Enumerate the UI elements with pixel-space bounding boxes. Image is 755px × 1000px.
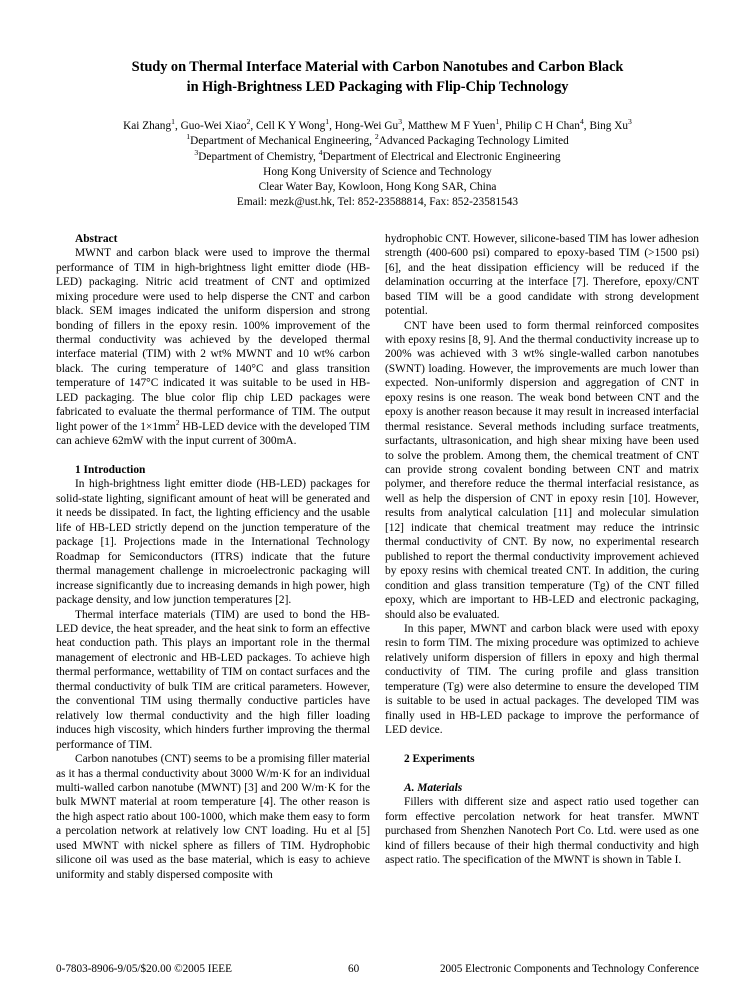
contact-line: Email: mezk@ust.hk, Tel: 852-23588814, Fax: 852-23581543 <box>236 196 519 209</box>
affiliation-line-1: $^1$Department of Mechanical Engineering, $^2$Advanced Packaging Technology Limited <box>186 132 569 148</box>
cnt-composites-paragraph: CNT have been used to form thermal reinforced composites with epoxy resins [8, 9]. And the thermal conductivity increase up to 200% was achieved with 3 wt% single-walled carbon nanotubes (SWNT) loading. However, the improvements are much lower than expected. Non-uniformly dispersion and aggregation of CNT in epoxy resins is one reason. The weak bond between CNT and the epoxy is another reason because it may result in increased interfacial thermal resistance. Several methods including surface treatments, surfactants, ultrasonication, and high shear mixing have been used to solve the problem. Among them, the chemical treatment of CNT can provide strong covalent bonding between CNT and matrix polymer, and therefore reduce the thermal interfacial resistance, as well as help the dispersion of CNT in epoxy resin [10]. However, results from analytical calculation [11] and molecular simulation [12] indicate that chemical treatment may reduce the intrinsic thermal conductivity of CNT. By now, no experimental research published to report the thermal conductivity improvement achieved by epoxy resins with chemical treated CNT. In addition, the curing condition and glass transition temperature (Tg) of the CNT filled epoxy, which are important to HB-LED and electronic packaging, should also be evaluated. <box>385 319 699 621</box>
author-affiliation-block <box>56 119 699 211</box>
affiliation-line-2: $^3$Department of Chemistry, $^4$Department of Electrical and Electronic Engineering <box>194 147 561 163</box>
page-footer <box>56 963 699 975</box>
spacer <box>56 449 370 463</box>
this-paper-paragraph: In this paper, MWNT and carbon black were used with epoxy resin to form TIM. The mixing procedure was optimized to achieve relatively uniform dispersion of fillers in epoxy and high thermal conductivity of TIM. The curing profile and glass transition temperature (Tg) were also determine to ensure the developed TIM is suitable to be used in actual packages. The developed TIM was finally used in HB-LED package to improve the performance of LED device. <box>385 623 699 737</box>
affiliation-line-4: Clear Water Bay, Kowloon, Hong Kong SAR, China <box>258 181 497 194</box>
materials-paragraph: Fillers with different size and aspect ratio used together can form effective percolation network for heat transfer. MWNT purchased from Shenzhen Nanotech Port Co. Ltd. were used as one kind of fillers because of their high thermal conductivity and high aspect ratio. The specification of the MWNT is shown in Table I. <box>385 796 699 867</box>
footer-copyright: 0-7803-8906-9/05/$20.00 ©2005 IEEE <box>56 963 232 975</box>
affiliation-line-3: Hong Kong University of Science and Technology <box>263 165 492 178</box>
introduction-paragraph-1: In high-brightness light emitter diode (HB-LED) packages for solid-state lighting, significant amount of heat will be generated and it needs be dissipated. In fact, the lighting efficiency and the usable life of HB-LED strictly depend on the junction temperature of the package [1]. Projections made in the International Technology Roadmap for Semiconductors (ITRS) indicate that the future thermal management challenge in microelectronic packaging will increase significantly due to increasing demands in high power, high package density, and low junction temperatures [2]. <box>56 478 370 607</box>
left-column <box>56 232 370 882</box>
introduction-heading: 1 Introduction <box>75 464 146 477</box>
continued-paragraph: hydrophobic CNT. However, silicone-based TIM has lower adhesion strength (400-600 psi) compared to epoxy-based TIM (>1500 psi) [6], and the heat dissipation efficiency will be reduced if the delamination occurring at the interface [7]. Therefore, epoxy/CNT based TIM will be a good candidate with strong development potential. <box>385 232 699 318</box>
abstract-heading: Abstract <box>75 232 118 245</box>
footer-conference: 2005 Electronic Components and Technology Conference <box>439 963 699 975</box>
introduction-paragraph-2: Thermal interface materials (TIM) are used to bond the HB-LED device, the heat spreader, and the heat sink to form an effective heat conduction path. This plays an important role in the thermal management of electronic and HB-LED packages. To achieve high thermal performance, wettability of TIM on contact surfaces and the thermal conductivity of bulk TIM are critical parameters. However, the conventional TIM using thermally conductive particles have relatively low thermal conductivity and the high filler loading induces high viscosity, which hinders further improving the thermal performance of TIM. <box>56 608 370 751</box>
spacer <box>385 767 699 781</box>
experiments-heading: 2 Experiments <box>404 753 475 766</box>
right-column <box>385 232 699 868</box>
page-title <box>70 58 685 97</box>
authors-line: Kai Zhang$^1$, Guo-Wei Xiao$^2$, Cell K Y Wong$^1$, Hong-Wei Gu$^3$, Matthew M F Yuen$^1$, Philip C H Chan$^4$, Bing Xu$^3$ <box>123 117 632 132</box>
materials-heading: A. Materials <box>404 781 463 794</box>
body-columns <box>56 232 699 882</box>
spacer <box>385 738 699 752</box>
introduction-paragraph-3: Carbon nanotubes (CNT) seems to be a promising filler material as it has a thermal conductivity about 3000 W/m·K for an individual multi-walled carbon nanotube (MWNT) [3] and 200 W/m·K for the bulk MWNT material at room temperature [4]. The other reason is the high aspect ratio about 100-1000, which make them easy to form a percolation network at relatively low CNT loading. Hu et al [5] used MWNT with nickel sphere as fillers of TIM. Hydrophobic silicone oil was used as the base material, which is easy to achieve uniformity and stably dispersed composite with <box>56 753 370 881</box>
footer-page-number: 60 <box>348 963 360 975</box>
title-line-1: Study on Thermal Interface Material with Carbon Nanotubes and Carbon Black <box>131 59 624 75</box>
title-line-2: in High-Brightness LED Packaging with Flip-Chip Technology <box>186 78 569 95</box>
abstract-body: MWNT and carbon black were used to improve the thermal performance of TIM in high-brightness light emitter diode (HB-LED) packaging. Nitric acid treatment of CNT and optimized mixing procedure were used to help disperse the CNT and carbon black. SEM images indicated the uniform dispersion and strong bonding of fillers in the epoxy resin. 100% improvement of the thermal conductivity was achieved by the developed thermal interface material (TIM) with 2 wt% MWNT and 10 wt% carbon black. The curing temperature of 140°C and glass transition temperature of 147°C indicated it was suitable to be used in HB-LED packaging. The blue color flip chip LED packages were fabricated to evaluate the thermal performance of TIM. The output light power of the $1\times 1mm^2$ HB-LED device with the developed TIM can achieve 62mW with the input current of 300mA. <box>56 247 371 448</box>
